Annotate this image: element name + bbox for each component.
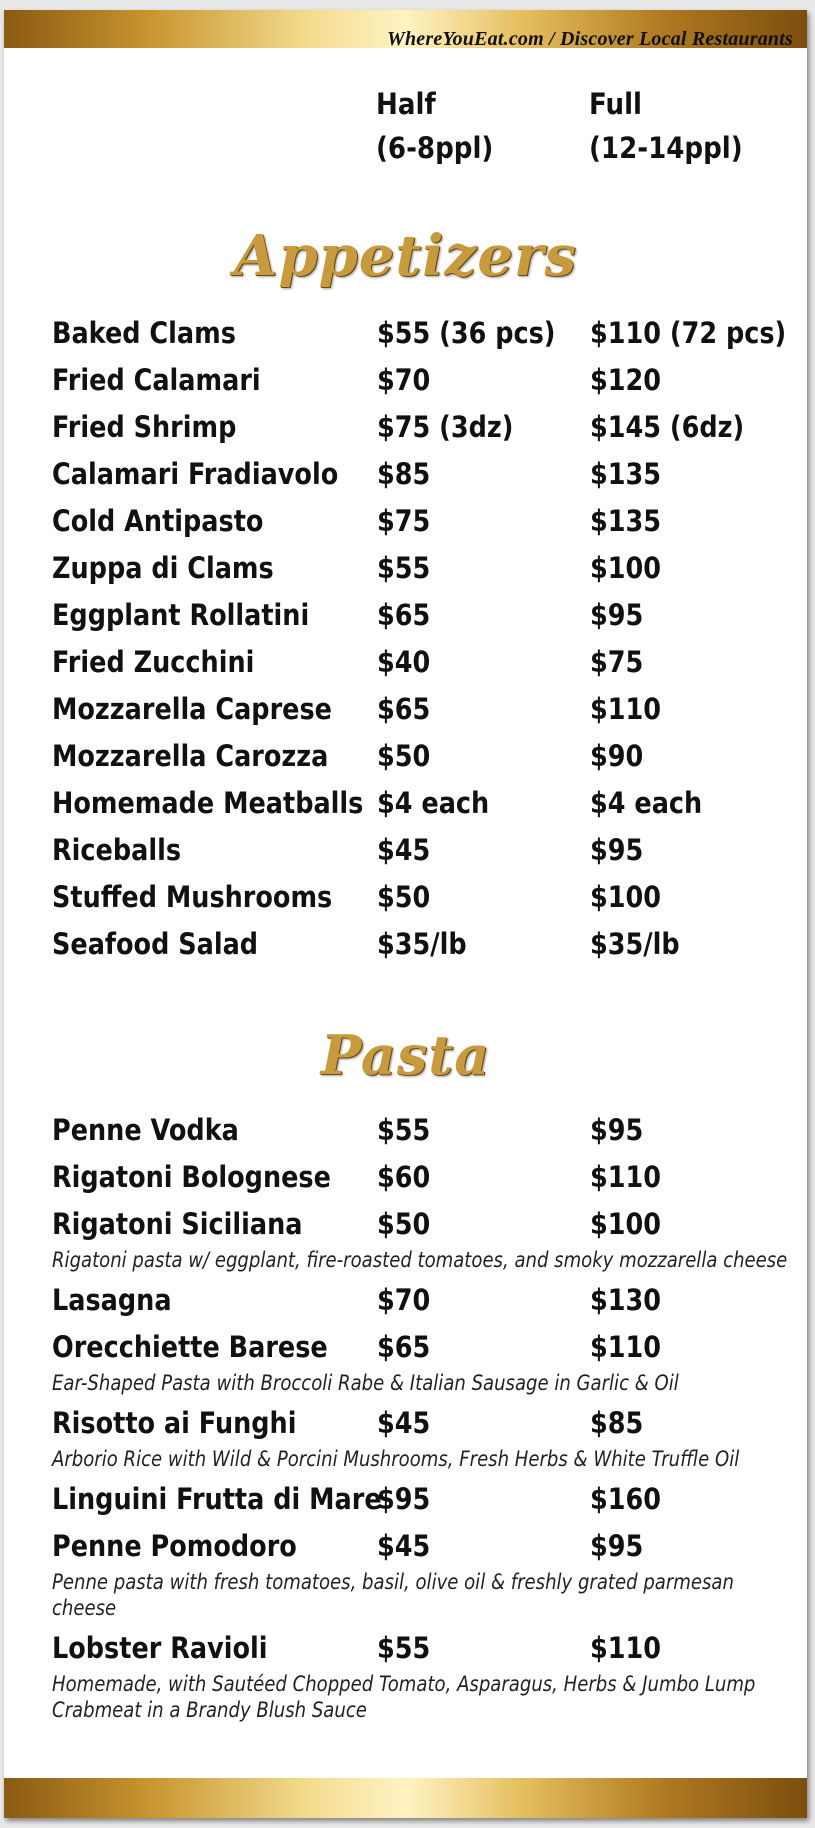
menu-item-row <box>52 357 807 404</box>
menu-item-row <box>52 1277 807 1324</box>
full-price: $135 <box>590 504 662 538</box>
half-price: $55 <box>377 1631 431 1665</box>
full-price: $85 <box>590 1406 644 1440</box>
menu-item-row <box>52 827 807 874</box>
menu-item-row <box>52 545 807 592</box>
item-name: Fried Zucchini <box>52 645 255 679</box>
menu-card <box>4 10 807 1818</box>
menu-item-row <box>52 1324 807 1371</box>
full-price: $100 <box>590 551 662 585</box>
full-price: $160 <box>590 1482 662 1516</box>
full-price: $95 <box>590 1529 644 1563</box>
half-price: $65 <box>377 692 431 726</box>
item-description <box>52 1569 800 1621</box>
half-price: $55 <box>377 1113 431 1147</box>
item-description-line: Penne pasta with fresh tomatoes, basil, olive oil & freshly grated parmesan cheese <box>52 1570 734 1620</box>
half-price: $45 <box>377 1529 431 1563</box>
half-price: $45 <box>377 1406 431 1440</box>
half-price: $55 <box>377 551 431 585</box>
item-name: Penne Pomodoro <box>52 1529 297 1563</box>
half-price: $45 <box>377 833 431 867</box>
menu-item-row <box>52 780 807 827</box>
item-description <box>52 1671 800 1723</box>
item-name: Baked Clams <box>52 316 236 350</box>
full-price: $130 <box>590 1283 662 1317</box>
menu-item-row <box>52 639 807 686</box>
item-name: Mozzarella Carozza <box>52 739 329 773</box>
item-name: Seafood Salad <box>52 927 259 961</box>
menu-item-row <box>52 1625 807 1672</box>
full-price: $110 <box>590 1160 662 1194</box>
item-name: Rigatoni Bolognese <box>52 1160 331 1194</box>
half-column-header <box>376 82 493 170</box>
item-name: Risotto ai Funghi <box>52 1406 297 1440</box>
item-name: Homemade Meatballs <box>52 786 364 820</box>
half-price: $50 <box>377 880 431 914</box>
pasta-list <box>52 1107 807 1727</box>
full-price: $95 <box>590 598 644 632</box>
bottom-gold-bar <box>4 1778 807 1818</box>
half-price: $70 <box>377 363 431 397</box>
half-price: $65 <box>377 598 431 632</box>
menu-item-row <box>52 1523 807 1570</box>
site-banner: WhereYouEat.com / Discover Local Restaurants <box>386 28 793 50</box>
full-price: $95 <box>590 1113 644 1147</box>
half-price: $75 <box>377 504 431 538</box>
appetizers-list <box>52 310 807 968</box>
full-price: $110 (72 pcs) <box>590 316 787 350</box>
item-name: Eggplant Rollatini <box>52 598 310 632</box>
item-name: Fried Calamari <box>52 363 261 397</box>
menu-item-row <box>52 686 807 733</box>
full-price: $110 <box>590 692 662 726</box>
half-price: $65 <box>377 1330 431 1364</box>
menu-item-row <box>52 451 807 498</box>
half-price: $50 <box>377 1207 431 1241</box>
half-price: $55 (36 pcs) <box>377 316 556 350</box>
item-name: Zuppa di Clams <box>52 551 274 585</box>
full-price: $75 <box>590 645 644 679</box>
menu-item-row <box>52 1400 807 1447</box>
menu-item-row <box>52 1201 807 1248</box>
full-price: $90 <box>590 739 644 773</box>
half-price: $85 <box>377 457 431 491</box>
half-header-label: Half <box>376 87 436 121</box>
menu-item-row <box>52 1107 807 1154</box>
item-name: Fried Shrimp <box>52 410 237 444</box>
menu-item-row <box>52 310 807 357</box>
item-description-line: Crabmeat in a Brandy Blush Sauce <box>52 1698 367 1722</box>
full-price: $35/lb <box>590 927 680 961</box>
item-name: Penne Vodka <box>52 1113 239 1147</box>
menu-item-row <box>52 1154 807 1201</box>
full-price: $110 <box>590 1631 662 1665</box>
menu-item-row <box>52 921 807 968</box>
menu-item-row <box>52 592 807 639</box>
item-name: Cold Antipasto <box>52 504 264 538</box>
item-description <box>52 1446 800 1472</box>
pasta-title: Pasta <box>320 1023 491 1087</box>
item-description-line: Rigatoni pasta w/ eggplant, fire-roasted tomatoes, and smoky mozzarella cheese <box>52 1248 788 1272</box>
half-price: $50 <box>377 739 431 773</box>
full-price: $100 <box>590 880 662 914</box>
half-header-serving: (6-8ppl) <box>376 131 494 165</box>
half-price: $95 <box>377 1482 431 1516</box>
menu-item-row <box>52 874 807 921</box>
item-description-line: Ear-Shaped Pasta with Broccoli Rabe & Italian Sausage in Garlic & Oil <box>52 1371 679 1395</box>
item-description-line: Homemade, with Sautéed Chopped Tomato, Asparagus, Herbs & Jumbo Lump <box>52 1672 756 1696</box>
item-name: Lasagna <box>52 1283 172 1317</box>
item-name: Lobster Ravioli <box>52 1631 268 1665</box>
half-price: $75 (3dz) <box>377 410 514 444</box>
item-name: Rigatoni Siciliana <box>52 1207 303 1241</box>
full-header-label: Full <box>589 87 643 121</box>
item-description <box>52 1247 800 1273</box>
menu-item-row <box>52 733 807 780</box>
full-price: $145 (6dz) <box>590 410 745 444</box>
half-price: $4 each <box>377 786 490 820</box>
item-description-line: Arborio Rice with Wild & Porcini Mushrooms, Fresh Herbs & White Truffle Oil <box>52 1447 740 1471</box>
half-price: $35/lb <box>377 927 467 961</box>
appetizers-title: Appetizers <box>234 223 577 289</box>
item-name: Stuffed Mushrooms <box>52 880 333 914</box>
menu-item-row <box>52 1476 807 1523</box>
full-price: $135 <box>590 457 662 491</box>
full-price: $120 <box>590 363 662 397</box>
menu-item-row <box>52 404 807 451</box>
half-price: $40 <box>377 645 431 679</box>
menu-item-row <box>52 498 807 545</box>
item-name: Linguini Frutta di Mare <box>52 1482 382 1516</box>
item-name: Orecchiette Barese <box>52 1330 328 1364</box>
full-price: $4 each <box>590 786 703 820</box>
item-name: Mozzarella Caprese <box>52 692 332 726</box>
full-price: $110 <box>590 1330 662 1364</box>
item-name: Riceballs <box>52 833 182 867</box>
full-column-header <box>589 82 743 170</box>
item-description <box>52 1370 800 1396</box>
full-price: $95 <box>590 833 644 867</box>
full-header-serving: (12-14ppl) <box>589 131 743 165</box>
half-price: $60 <box>377 1160 431 1194</box>
full-price: $100 <box>590 1207 662 1241</box>
half-price: $70 <box>377 1283 431 1317</box>
item-name: Calamari Fradiavolo <box>52 457 339 491</box>
